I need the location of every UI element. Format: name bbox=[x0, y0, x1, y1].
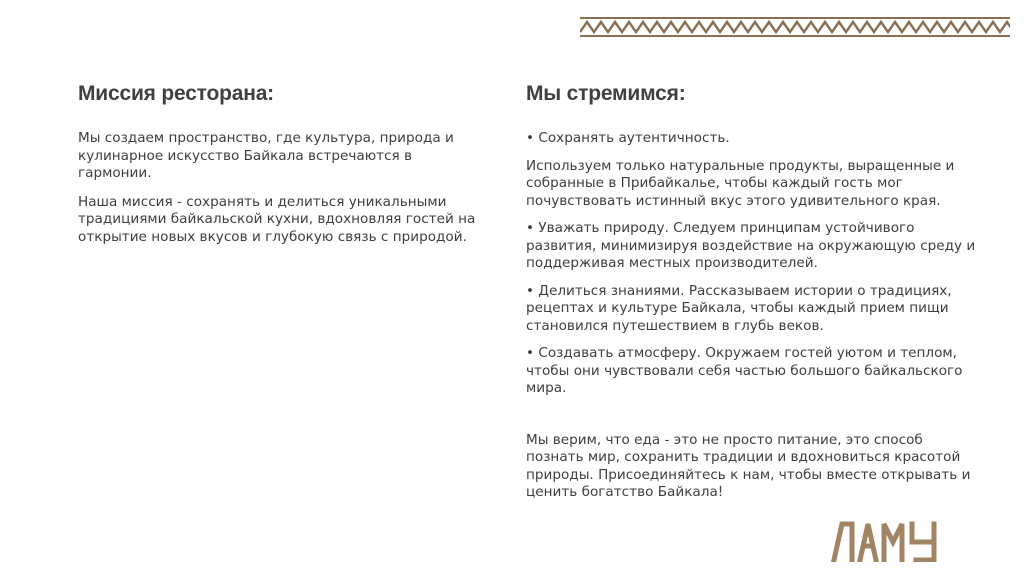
goal-authenticity-text: Используем только натуральные продукты, выращенные и собранные в Прибайкалье, чтобы каждый гость мог почувствовать истинный вкус этого удивительного края. bbox=[526, 157, 955, 209]
goals-section bbox=[526, 82, 1004, 512]
lamu-logo bbox=[830, 520, 940, 562]
mission-paragraph-2: Наша миссия - сохранять и делиться уникальными традициями байкальской кухни, вдохновляя гостей на открытие новых вкусов и глубокую связь с природой. bbox=[78, 193, 476, 245]
ornament-border bbox=[580, 16, 1010, 38]
closing-paragraph: Мы верим, что еда - это не просто питание, это способ познать мир, сохранить традиции и вдохновиться красотой природы. Присоединяйтесь к нам, чтобы вместе открывать и ценить богатство Байкала! bbox=[526, 431, 971, 500]
mission-heading: Миссия ресторана: bbox=[78, 82, 274, 105]
mission-section bbox=[78, 82, 498, 257]
goal-authenticity: • Сохранять аутентичность. bbox=[526, 130, 730, 146]
goal-atmosphere: • Создавать атмосферу. Окружаем гостей уютом и теплом, чтобы они чувствовали себя частью большого байкальского мира. bbox=[526, 345, 963, 396]
goals-heading: Мы стремимся: bbox=[526, 82, 686, 105]
mission-paragraph-1: Мы создаем пространство, где культура, природа и кулинарное искусство Байкала встречаются в гармонии. bbox=[78, 130, 454, 181]
goal-knowledge: • Делиться знаниями. Рассказываем истории о традициях, рецептах и культуре Байкала, чтобы каждый прием пищи становился путешествием в глубь веков. bbox=[526, 282, 952, 334]
goal-nature: • Уважать природу. Следуем принципам устойчивого развития, минимизируя воздействие на окружающую среду и поддерживая местных производителей. bbox=[526, 220, 976, 271]
